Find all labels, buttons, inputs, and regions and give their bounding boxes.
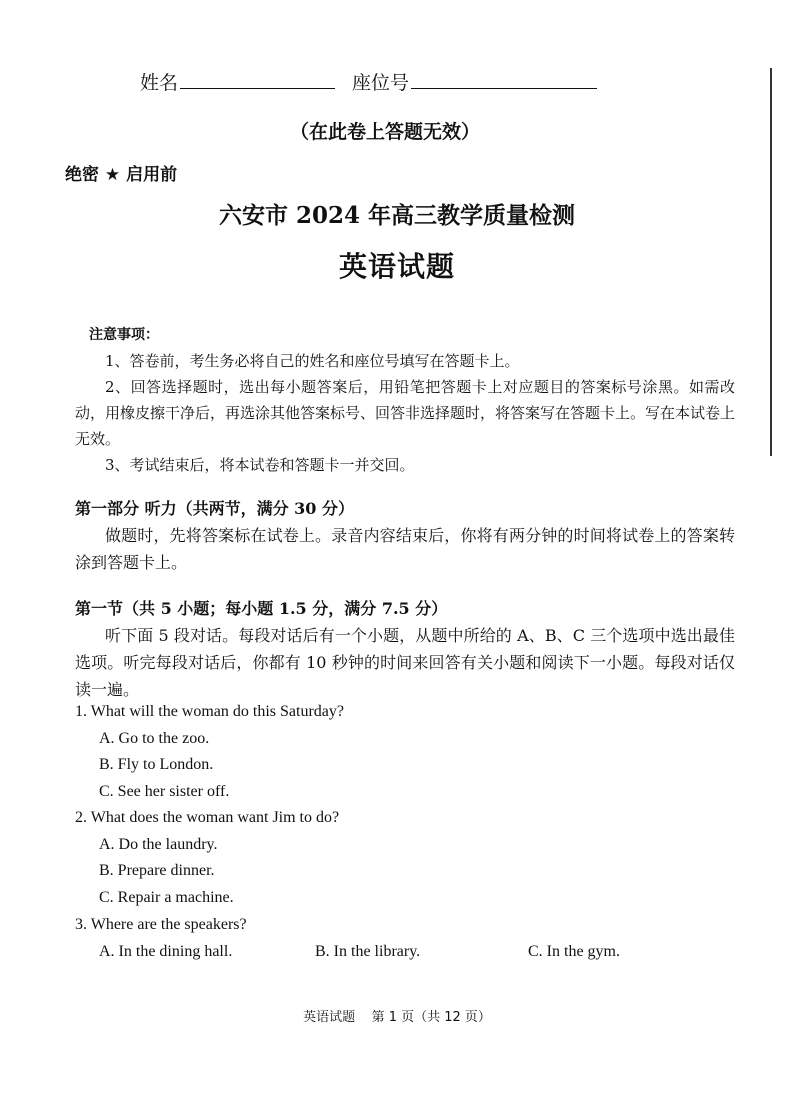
name-blank [180,70,335,89]
question-1-option-b: B. Fly to London. [99,756,214,773]
part1-description: 做题时，先将答案标在试卷上。录音内容结束后，你将有两分钟的时间将试卷上的答案转涂到答题卡上。 [75,526,735,572]
page-footer: 英语试题 第 1 页（共 12 页） [303,1010,491,1025]
exam-title: 六安市 2024 年高三教学质量检测 [218,202,576,229]
name-field-row [140,68,335,95]
instruction-item-3: 3、考试结束后，将本试卷和答题卡一并交回。 [105,456,415,474]
secret-mark: 绝密 ★ 启用前 [65,165,178,185]
invalid-notice: （在此卷上答题无效） [290,121,481,143]
part1 [75,496,735,576]
part1-heading: 第一部分 听力（共两节，满分 30 分） [75,499,354,518]
question-1-stem: 1. What will the woman do this Saturday? [75,703,344,720]
section1-description: 听下面 5 段对话。每段对话后有一个小题，从题中所给的 A、B、C 三个选项中选出最佳选项。听完每段对话后，你都有 10 秒钟的时间来回答有关小题和阅读下一小题。每段对话仅读一遍。 [75,626,735,699]
instruction-item-2: 2、回答选择题时，选出每小题答案后，用铅笔把答题卡上对应题目的答案标号涂黑。如需改动，用橡皮擦干净后，再选涂其他答案标号、回答非选择题时，将答案写在答题卡上。写在本试卷上无效。 [75,378,736,448]
instructions [75,322,735,478]
name-label: 姓名 [140,72,179,94]
question-2-option-a: A. Do the laundry. [99,836,218,853]
question-2-option-b: B. Prepare dinner. [99,862,215,879]
question-3-option-a: A. In the dining hall. [99,943,233,960]
seat-blank [411,70,597,89]
binding-line [770,68,772,456]
instruction-item-1: 1、答卷前，考生务必将自己的姓名和座位号填写在答题卡上。 [105,352,520,370]
question-1-option-c: C. See her sister off. [99,783,230,800]
question-1-option-a: A. Go to the zoo. [99,730,210,747]
question-2-option-c: C. Repair a machine. [99,889,234,906]
question-3-option-b: B. In the library. [315,943,421,960]
section1 [75,596,735,703]
question-3-option-c: C. In the gym. [528,943,620,960]
instructions-heading: 注意事项： [89,327,159,343]
seat-label: 座位号 [352,72,410,94]
subject-title: 英语试题 [338,250,455,283]
question-3-stem: 3. Where are the speakers? [75,916,247,933]
question-2-stem: 2. What does the woman want Jim to do? [75,809,340,826]
seat-field-row [352,68,597,95]
section1-heading: 第一节（共 5 小题；每小题 1.5 分，满分 7.5 分） [75,599,448,618]
